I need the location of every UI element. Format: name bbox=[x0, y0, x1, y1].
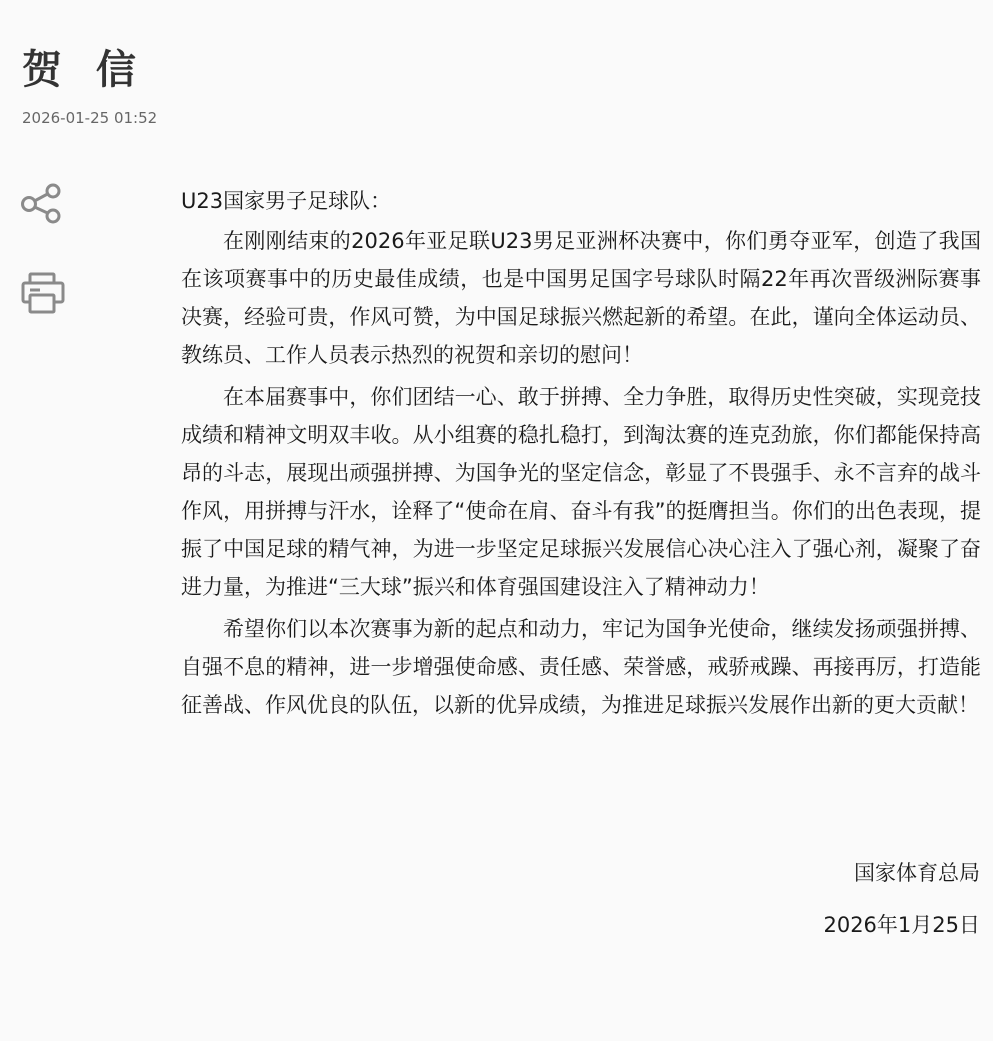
signature-date: 2026年1月25日 bbox=[823, 913, 980, 937]
print-button[interactable] bbox=[20, 270, 66, 316]
paragraph: 在本届赛事中，你们团结一心、敢于拼搏、全力争胜，取得历史性突破，实现竞技成绩和精神文明双丰收。从小组赛的稳扎稳打，到淘汰赛的连克劲旅，你们都能保持高昂的斗志，展现出顽强拼搏、为国争光的坚定信念，彰显了不畏强手、永不言弃的战斗作风，用拼搏与汗水，诠释了“使命在肩、奋斗有我”的挺膺担当。你们的出色表现，提振了中国足球的精气神，为进一步坚定足球振兴发展信心决心注入了强心剂，凝聚了奋进力量，为推进“三大球”振兴和体育强国建设注入了精神动力！ bbox=[181, 385, 981, 599]
signature-organization: 国家体育总局 bbox=[854, 861, 980, 885]
page-title: 贺 信 bbox=[22, 47, 146, 93]
salutation: U23国家男子足球队： bbox=[181, 189, 392, 213]
printer-icon bbox=[20, 270, 66, 316]
article-tools bbox=[20, 180, 66, 360]
share-icon bbox=[20, 180, 66, 226]
publish-timestamp: 2026-01-25 01:52 bbox=[22, 109, 158, 127]
paragraph: 希望你们以本次赛事为新的起点和动力，牢记为国争光使命，继续发扬顽强拼搏、自强不息的精神，进一步增强使命感、责任感、荣誉感，戒骄戒躁、再接再厉，打造能征善战、作风优良的队伍，以新的优异成绩，为推进足球振兴发展作出新的更大贡献！ bbox=[181, 617, 981, 717]
article-body bbox=[181, 182, 981, 728]
paragraph: 在刚刚结束的2026年亚足联U23男足亚洲杯决赛中，你们勇夺亚军，创造了我国在该项赛事中的历史最佳成绩，也是中国男足国字号球队时隔22年再次晋级洲际赛事决赛，经验可贵，作风可赞，为中国足球振兴燃起新的希望。在此，谨向全体运动员、教练员、工作人员表示热烈的祝贺和亲切的慰问！ bbox=[181, 229, 981, 367]
share-button[interactable] bbox=[20, 180, 66, 226]
